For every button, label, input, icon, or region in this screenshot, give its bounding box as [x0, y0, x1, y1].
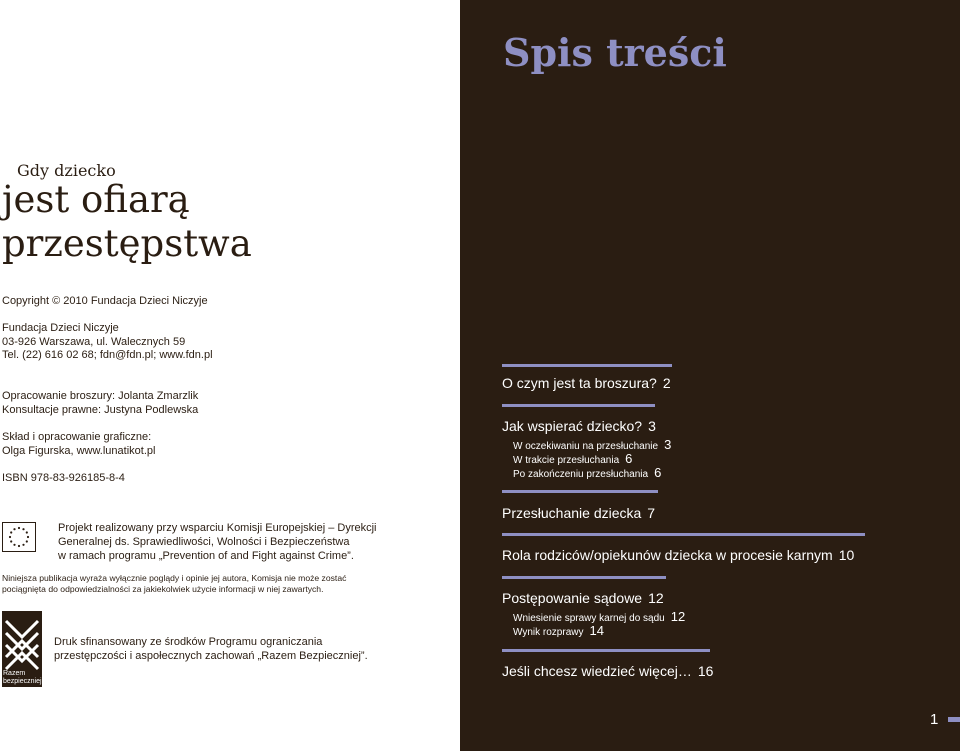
toc-rule — [502, 649, 710, 652]
cover-title-line-2: przestępstwa — [2, 222, 252, 265]
toc-entry-page: 10 — [838, 547, 855, 563]
toc-subentry-page: 3 — [664, 437, 672, 452]
toc-entry-3[interactable] — [502, 505, 655, 521]
disclaimer — [2, 573, 392, 594]
toc-subentry-label: W oczekiwaniu na przesłuchanie — [513, 441, 659, 452]
toc-subentry-label: Wynik rozprawy — [513, 627, 584, 638]
project-line-1: Projekt realizowany przy wsparciu Komisji Europejskiej – Dyrekcji — [58, 522, 377, 534]
toc-rule — [502, 490, 658, 493]
funding-note — [54, 635, 414, 663]
toc-subentry-2-2[interactable] — [513, 451, 632, 466]
toc-rule — [502, 533, 865, 536]
toc-entry-4[interactable] — [502, 547, 854, 563]
toc-entry-label: O czym jest ta broszura? — [502, 375, 657, 391]
legal-credit: Konsultacje prawne: Justyna Podlewska — [2, 403, 199, 416]
toc-subentry-label: Wniesienie sprawy karnej do sądu — [513, 613, 665, 624]
toc-subentry-2-1[interactable] — [513, 437, 671, 452]
toc-entry-page: 7 — [647, 505, 656, 521]
project-note — [58, 521, 398, 563]
isbn: ISBN 978-83-926185-8-4 — [2, 472, 125, 484]
razem-logo-text — [3, 670, 42, 686]
toc-entry-6[interactable] — [502, 663, 713, 679]
disclaimer-line-2: pociągnięta do odpowiedzialności za jakiekolwiek użycie informacji w niej zawartych. — [2, 583, 324, 594]
toc-subentry-label: Po zakończeniu przesłuchania — [513, 469, 649, 480]
publisher-block — [2, 322, 213, 363]
author-credit: Opracowanie broszury: Jolanta Zmarzlik — [2, 390, 199, 402]
publisher-name: Fundacja Dzieci Niczyje — [2, 322, 119, 334]
toc-rule — [502, 404, 655, 407]
toc-subentry-2-3[interactable] — [513, 465, 661, 480]
razem-logo-line-1: Razem — [3, 670, 26, 677]
toc-entry-page: 16 — [697, 663, 714, 679]
toc-subentry-page: 6 — [654, 465, 662, 480]
toc-entry-2[interactable] — [502, 418, 656, 434]
eu-flag-icon — [2, 522, 36, 552]
design-label: Skład i opracowanie graficzne: — [2, 431, 152, 443]
cover-title-line-1: jest ofiarą — [2, 178, 190, 221]
publisher-contact: Tel. (22) 616 02 68; fdn@fdn.pl; www.fdn.pl — [2, 349, 213, 361]
toc-entry-page: 3 — [648, 418, 656, 434]
toc-entry-label: Jeśli chcesz wiedzieć więcej… — [502, 663, 692, 679]
toc-subentry-page: 12 — [670, 609, 686, 624]
design-names: Olga Figurska, www.lunatikot.pl — [2, 444, 156, 457]
funding-line-1: Druk sfinansowany ze środków Programu ograniczania — [54, 636, 323, 648]
page-number: 1 — [930, 711, 939, 728]
copyright: Copyright © 2010 Fundacja Dzieci Niczyje — [2, 295, 208, 307]
cover-kicker: Gdy dziecko — [17, 161, 116, 180]
disclaimer-line-1: Niniejsza publikacja wyraża wyłącznie poglądy i opinie jej autora, Komisja nie może zostać — [2, 573, 347, 583]
page-number-bar — [948, 717, 960, 722]
publisher-address: 03-926 Warszawa, ul. Walecznych 59 — [2, 335, 186, 348]
funding-line-2: przestępczości i aspołecznych zachowań „Razem Bezpieczniej”. — [54, 650, 368, 662]
toc-title: Spis treści — [503, 30, 727, 75]
toc-subentry-page: 6 — [625, 451, 633, 466]
toc-entry-label: Postępowanie sądowe — [502, 590, 643, 606]
cover-title — [2, 178, 252, 266]
toc-entry-label: Rola rodziców/opiekunów dziecka w procesie karnym — [502, 547, 833, 563]
toc-entry-label: Jak wspierać dziecko? — [502, 418, 643, 434]
toc-subentry-5-2[interactable] — [513, 623, 604, 638]
toc-entry-5[interactable] — [502, 590, 664, 606]
toc-rule — [502, 364, 672, 367]
razem-logo-line-2: bezpieczniej — [3, 678, 42, 685]
design-credits — [2, 431, 155, 458]
toc-subentry-page: 14 — [589, 623, 604, 638]
toc-subentry-label: W trakcie przesłuchania — [513, 455, 620, 466]
toc-rule — [502, 576, 666, 579]
toc-entry-label: Przesłuchanie dziecka — [502, 505, 642, 521]
toc-entry-page: 12 — [648, 590, 664, 606]
author-credits — [2, 390, 198, 417]
toc-entry-page: 2 — [662, 375, 671, 391]
project-line-3: w ramach programu „Prevention of and Fight against Crime”. — [58, 550, 354, 562]
project-line-2: Generalnej ds. Sprawiedliwości, Wolności i Bezpieczeństwa — [58, 536, 350, 548]
toc-entry-1[interactable] — [502, 375, 671, 391]
imprint-page — [0, 0, 460, 751]
toc-subentry-5-1[interactable] — [513, 609, 685, 624]
